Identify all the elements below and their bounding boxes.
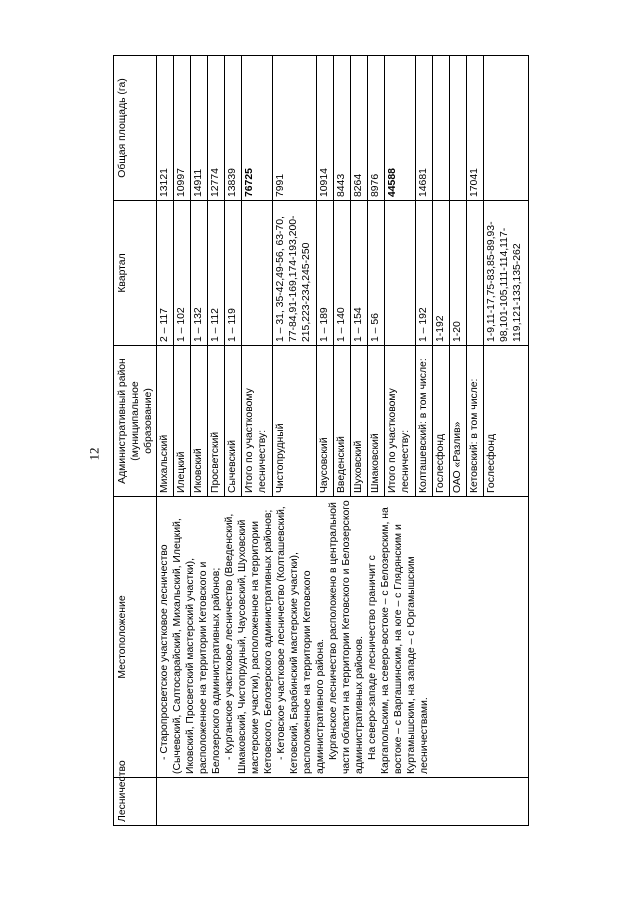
page-number: 12 bbox=[86, 447, 102, 461]
area-cell bbox=[433, 56, 450, 201]
area-cell: 10997 bbox=[174, 56, 191, 201]
quarter-cell: 1-192 bbox=[433, 201, 450, 346]
rotated-table-container bbox=[113, 56, 529, 826]
district-cell: Гослесфонд bbox=[433, 346, 450, 497]
quarter-cell: 2 – 117 bbox=[157, 201, 174, 346]
area-cell: 7991 bbox=[272, 56, 317, 201]
district-cell: ОАО «Разлив» bbox=[450, 346, 467, 497]
header-area: Общая площадь (га) bbox=[114, 56, 157, 201]
district-cell: Михальский bbox=[157, 346, 174, 497]
area-cell: 13121 bbox=[157, 56, 174, 201]
quarter-cell: 1 – 119 bbox=[225, 201, 242, 346]
location-paragraph: Курганское лесничество расположено в центральной части области на территории Кетовского и Белозерского административных районов. bbox=[328, 500, 365, 774]
area-cell: 8976 bbox=[368, 56, 385, 201]
location-paragraph: - Курганское участковое лесничество (Введенский, Шмаковский, Чистопрудный, Чаусовский, Шуховский мастерские участки), расположенное на территории Кетовского, Белозерского административных районов; bbox=[224, 509, 274, 774]
area-cell: 8264 bbox=[351, 56, 368, 201]
area-cell: 8443 bbox=[334, 56, 351, 201]
area-cell bbox=[450, 56, 467, 201]
header-forestry: Лесничество bbox=[114, 778, 157, 826]
quarter-cell: 1 – 31, 35-42,49-56, 63-70, 77-84,91-169,174-193,200-215,223-234,245-250 bbox=[272, 201, 317, 346]
area-cell: 13839 bbox=[225, 56, 242, 201]
quarter-cell: 1 – 154 bbox=[351, 201, 368, 346]
header-location: Местоположение bbox=[114, 497, 157, 778]
district-cell: Кетовский: в том числе: bbox=[467, 346, 484, 497]
district-cell: Иковский bbox=[191, 346, 208, 497]
quarter-cell: 1 – 56 bbox=[368, 201, 385, 346]
district-cell: Чаусовский bbox=[317, 346, 334, 497]
district-cell: Гослесфонд bbox=[484, 346, 529, 497]
area-cell: 14681 bbox=[416, 56, 433, 201]
district-cell: Просветский bbox=[208, 346, 225, 497]
quarter-cell: 1-9,11-17,75-83,85-89,93-98,101-105,111-114,117-119,121-133,135-262 bbox=[484, 201, 529, 346]
header-row bbox=[114, 56, 157, 826]
quarter-cell: 1 – 112 bbox=[208, 201, 225, 346]
district-cell: Сычевский bbox=[225, 346, 242, 497]
area-cell: 10914 bbox=[317, 56, 334, 201]
header-district: Административный район (муниципальное образование) bbox=[114, 346, 157, 497]
district-cell: Илецкий bbox=[174, 346, 191, 497]
area-cell: 17041 bbox=[467, 56, 484, 201]
location-cell bbox=[157, 497, 529, 778]
location-paragraph: На северо-западе лесничество граничит с Каргапольским, на северо-востоке – с Белозерским, на востоке – с Варгашинским, на юге – с Глядянским и Куртамышским, на западе – с Юргамышским лесничествами. bbox=[367, 507, 430, 774]
district-cell: Чистопрудный bbox=[272, 346, 317, 497]
quarter-cell: 1 – 102 bbox=[174, 201, 191, 346]
area-cell: 14911 bbox=[191, 56, 208, 201]
location-paragraph: - Старопросветское участковое лесничество (Сычевский, Салтосарайский, Михальский, Илецкий, Иковский, Просветский мастерский участки), расположенное на территории Кетовского и Белозерского административных районов; bbox=[159, 518, 222, 774]
quarter-cell bbox=[467, 201, 484, 346]
header-quarter: Квартал bbox=[114, 201, 157, 346]
quarter-cell bbox=[385, 201, 416, 346]
forestry-table bbox=[113, 55, 529, 826]
quarter-cell: 1-20 bbox=[450, 201, 467, 346]
quarter-cell: 1 – 132 bbox=[191, 201, 208, 346]
district-cell: Итого по участковому лесничеству: bbox=[242, 346, 273, 497]
area-cell bbox=[484, 56, 529, 201]
location-paragraph: - Кетовское участковое лесничество (Колташевский, Кетовский, Барабинский мастерские участки), расположенное на территории Кетовского административного района. bbox=[276, 506, 326, 774]
quarter-cell: 1 – 140 bbox=[334, 201, 351, 346]
table-row bbox=[157, 56, 174, 826]
quarter-cell bbox=[242, 201, 273, 346]
quarter-cell: 1 – 192 bbox=[416, 201, 433, 346]
district-cell: Шуховский bbox=[351, 346, 368, 497]
district-cell: Колташевский: в том числе: bbox=[416, 346, 433, 497]
area-subtotal-cell: 76725 bbox=[242, 56, 273, 201]
district-cell: Шмаковский bbox=[368, 346, 385, 497]
district-cell: Введенский bbox=[334, 346, 351, 497]
area-cell: 12774 bbox=[208, 56, 225, 201]
forestry-cell bbox=[157, 778, 529, 826]
quarter-cell: 1 – 189 bbox=[317, 201, 334, 346]
area-subtotal-cell: 44588 bbox=[385, 56, 416, 201]
district-cell: Итого по участковому лесничеству: bbox=[385, 346, 416, 497]
